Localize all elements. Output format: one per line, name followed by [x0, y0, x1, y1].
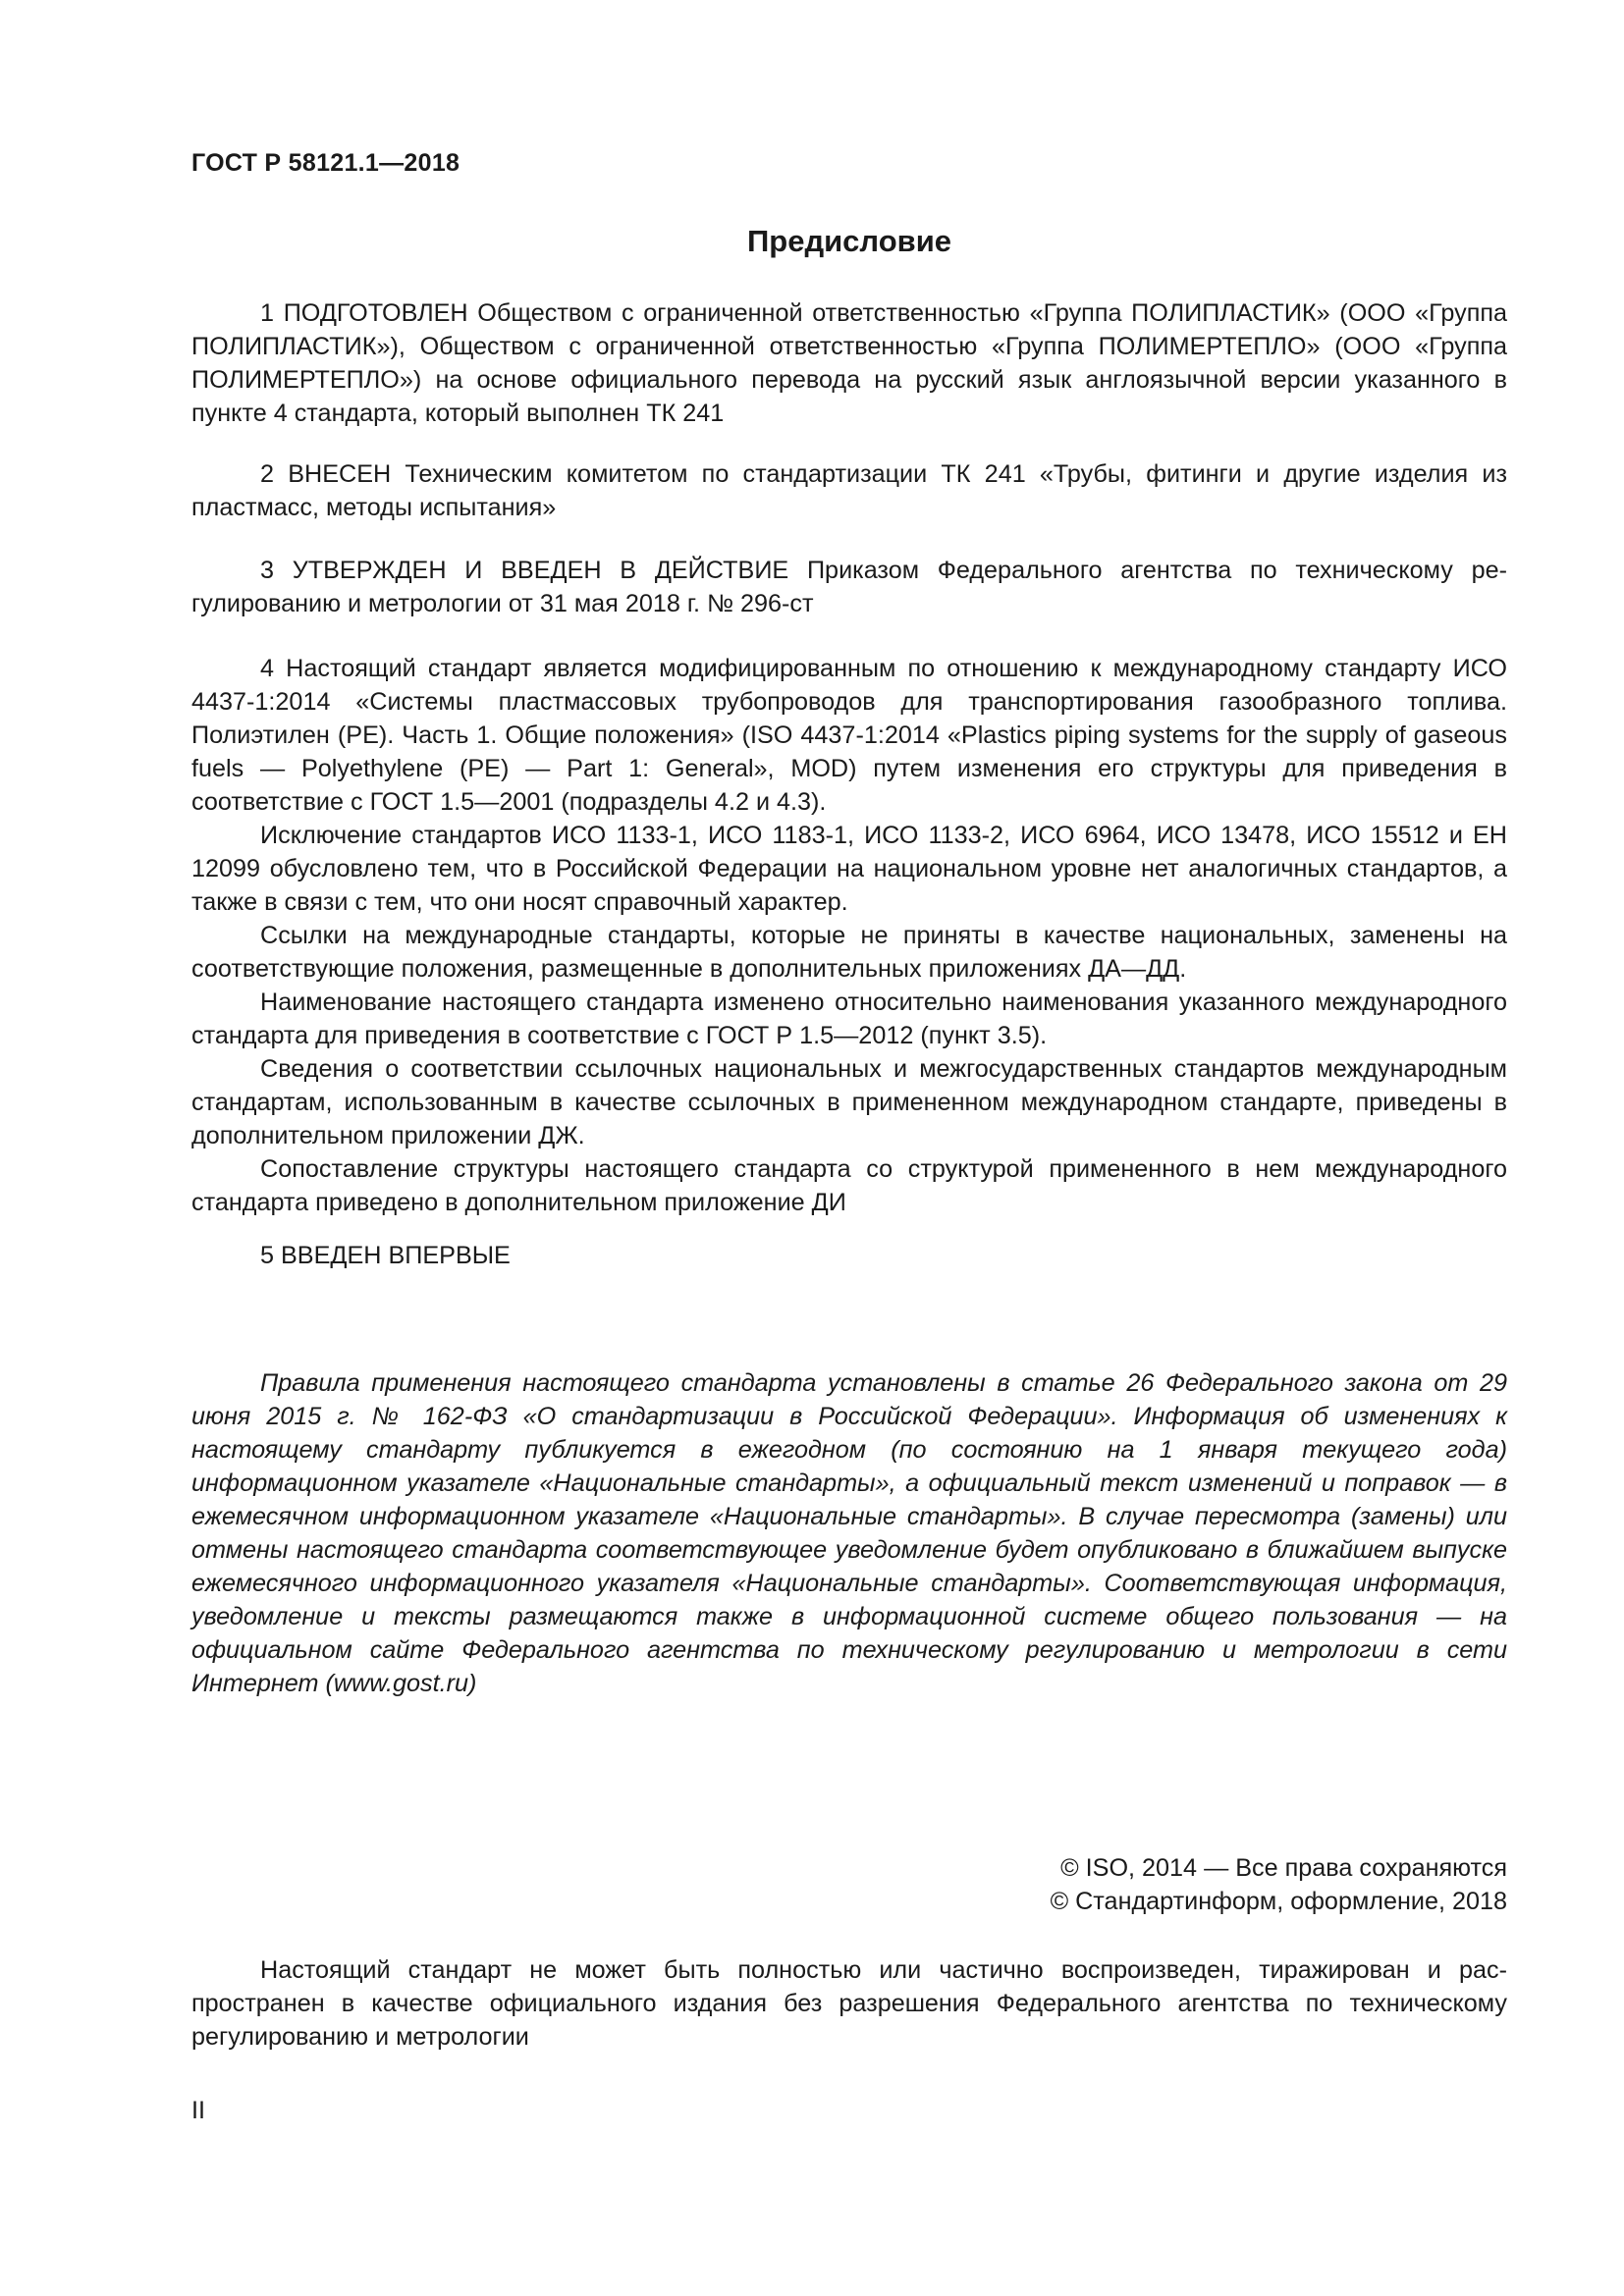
- section-1: [191, 296, 1507, 430]
- section-4-paragraph: Наименование настоящего стандарта изменено относительно наименования указанного международного стандарта для приведения в соответствие с ГОСТ Р 1.5—2012 (пункт 3.5).: [191, 988, 1507, 1049]
- legal-notice-text: Правила применения настоящего стандарта установлены в статье 26 Федерального закона от 29 июня 2015 г. № 162-ФЗ «О стандартизации в Российской Федерации». Информация об изменениях к настоящему стандарту публикуется в ежегодном (по состоянию на 1 января текущего года) информационном указателе «Национальные стандарты», а официальный текст изменений и поправок — в ежемесячном информационном указателе «Национальные стандарты». В случае пересмотра (замены) или отмены настоящего стандарта соответствующее уведомление будет опубликовано в ближайшем выпуске ежемесячного информационного указателя «Национальные стандарты». Соответствующая информация, уведомление и тексты размещаются также в информационной системе общего пользования — на официальном сайте Федерального агентства по техническому регулированию и метрологии в сети Интернет (www.gost.ru): [191, 1369, 1507, 1697]
- page-title: Предисловие: [746, 224, 951, 258]
- section-3: [191, 554, 1507, 620]
- section-5-text: 5 ВВЕДЕН ВПЕРВЫЕ: [260, 1242, 511, 1269]
- copyright-iso: © ISO, 2014 — Все права сохраняются: [1060, 1854, 1507, 1882]
- document-code: ГОСТ Р 58121.1—2018: [191, 149, 460, 177]
- section-4-paragraph: Сопоставление структуры настоящего стандарта со структурой примененного в нем международного стандарта приведено в дополнительном приложение ДИ: [191, 1155, 1507, 1216]
- section-4-paragraph: Сведения о соответствии ссылочных национальных и межгосударственных стандартов международным стандартам, использованным в качестве ссылочных в примененном международном стандарте, приведены в дополнительном приложении ДЖ.: [191, 1055, 1507, 1149]
- copyright-publisher: © Стандартинформ, оформление, 2018: [1050, 1888, 1507, 1915]
- section-2: [191, 457, 1507, 524]
- section-4-paragraph: Ссылки на международные стандарты, которые не приняты в качестве национальных, заменены на соответствующие положения, размещенные в дополнительных приложениях ДА—ДД.: [191, 922, 1507, 983]
- section-4-paragraph: Исключение стандартов ИСО 1133-1, ИСО 1183-1, ИСО 1133-2, ИСО 6964, ИСО 13478, ИСО 15512 и ЕН 12099 обусловлено тем, что в Российской Федерации на национальном уровне нет аналогичных стандартов, а также в связи с тем, что они носят справочный характер.: [191, 822, 1507, 916]
- reproduction-restriction: [191, 1953, 1507, 2054]
- section-4: [191, 652, 1507, 1219]
- section-2-text: 2 ВНЕСЕН Техническим комитетом по стандартизации ТК 241 «Трубы, фитинги и другие изделия из пластмасс, методы испытания»: [191, 460, 1507, 521]
- section-3-text: 3 УТВЕРЖДЕН И ВВЕДЕН В ДЕЙСТВИЕ Приказом Федерального агентства по техническому регулированию и метрологии от 31 мая 2018 г. № 296-ст: [191, 557, 1507, 617]
- section-5: [191, 1239, 1507, 1272]
- copyright-block: [1051, 1851, 1507, 1918]
- page-number: II: [191, 2097, 205, 2124]
- section-1-text: 1 ПОДГОТОВЛЕН Обществом с ограниченной ответственностью «Группа ПОЛИПЛАСТИК» (ООО «Группа ПОЛИПЛАСТИК»), Обществом с ограниченной ответственностью «Группа ПОЛИМЕРТЕПЛО» (ООО «Группа ПОЛИМЕРТЕПЛО») на основе официального перевода на русский язык англоязычной версии указанного в пункте 4 стандарта, который выполнен ТК 241: [191, 299, 1507, 427]
- legal-notice: [191, 1366, 1507, 1700]
- section-4-paragraph: 4 Настоящий стандарт является модифицированным по отношению к международному стандарту ИСО 4437-1:2014 «Системы пластмассовых трубопроводов для транспортирования газообразного топлива. Полиэтилен (PE). Часть 1. Общие положения» (ISO 4437-1:2014 «Plastics piping systems for the supply of gaseous fuels — Polyethylene (PE) — Part 1: General», MOD) путем изменения его структуры для приведения в соответствие с ГОСТ 1.5—2001 (подразделы 4.2 и 4.3).: [191, 655, 1507, 816]
- reproduction-restriction-text: Настоящий стандарт не может быть полностью или частично воспроизведен, тиражирован и распространен в качестве официального издания без разрешения Федерального агентства по техническому регулированию и метрологии: [191, 1956, 1507, 2051]
